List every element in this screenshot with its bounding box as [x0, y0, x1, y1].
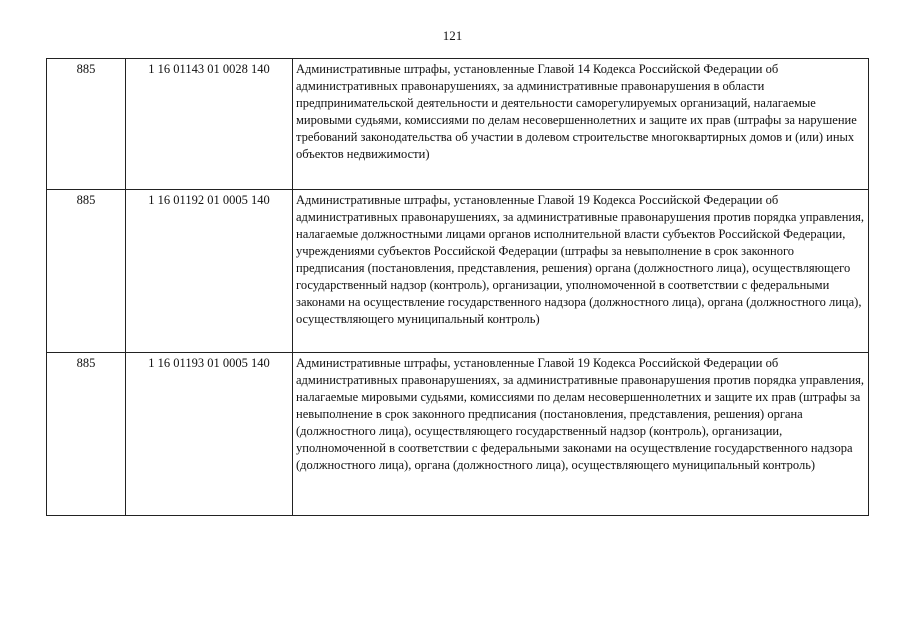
- kbk-code-cell: 1 16 01192 01 0005 140: [126, 190, 293, 353]
- kbk-code-cell: 1 16 01143 01 0028 140: [126, 59, 293, 190]
- description-cell: Административные штрафы, установленные Главой 19 Кодекса Российской Федерации об административных правонарушениях, за административные правонарушения против порядка управления, налагаемые мировыми судьями, комиссиями по делам несовершеннолетних и защите их прав (штрафы за невыполнение в срок законного предписания (постановления, представления, решения) органа (должностного лица), осуществляющего государственный надзор (контроль), организации, уполномоченной в соответствии с федеральными законами на осуществление государственного надзора (должностного лица), органа (должностного лица), осуществляющего муниципальный контроль): [293, 353, 869, 516]
- budget-codes-table: [46, 58, 869, 516]
- kbk-code-cell: 1 16 01193 01 0005 140: [126, 353, 293, 516]
- description-cell: Административные штрафы, установленные Главой 14 Кодекса Российской Федерации об административных правонарушениях, за административные правонарушения в области предпринимательской деятельности и деятельности саморегулируемых организаций, налагаемые мировыми судьями, комиссиями по делам несовершеннолетних и защите их прав (штрафы за нарушение требований законодательства об участии в долевом строительстве многоквартирных домов и (или) иных объектов недвижимости): [293, 59, 869, 190]
- description-cell: Административные штрафы, установленные Главой 19 Кодекса Российской Федерации об административных правонарушениях, за административные правонарушения против порядка управления, налагаемые должностными лицами органов исполнительной власти субъектов Российской Федерации, учреждениями субъектов Российской Федерации (штрафы за невыполнение в срок законного предписания (постановления, представления, решения) органа (должностного лица), осуществляющего государственный надзор (контроль), организации, уполномоченной в соответствии с федеральными законами на осуществление государственного надзора (должностного лица), органа (должностного лица), осуществляющего муниципальный контроль): [293, 190, 869, 353]
- admin-code-cell: 885: [47, 353, 126, 516]
- admin-code-cell: 885: [47, 59, 126, 190]
- table-row: [47, 190, 869, 353]
- admin-code-cell: 885: [47, 190, 126, 353]
- table-row: [47, 353, 869, 516]
- page-number: 121: [442, 28, 463, 43]
- table-row: [47, 59, 869, 190]
